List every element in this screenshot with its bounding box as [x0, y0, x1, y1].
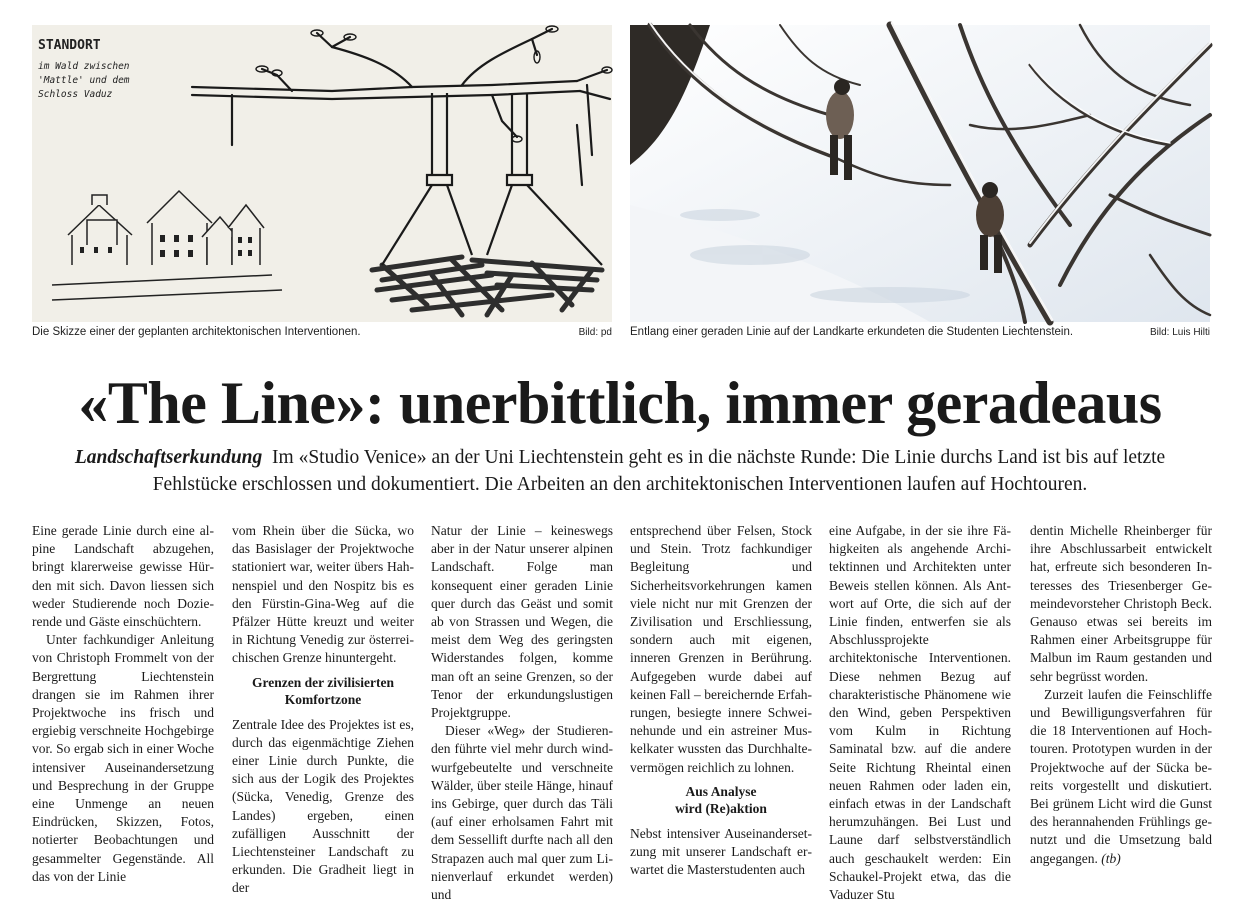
swing-sketch-drawing	[32, 25, 612, 322]
subheading: Grenzen der zivilisierten Komfortzone	[252, 674, 394, 707]
image-caption-right	[630, 326, 1210, 344]
subheading-line: Aus Analyse	[685, 783, 757, 799]
paragraph-text: Zurzeit laufen die Feinschliffe und Bewilligungsverfahren für die 18 Interventionen auf Hochtouren. Prototypen wurden in der Projektwoche auf der Sücka bereits vorgestellt und diskutiert. Bei grünem Licht wird die Gunst des herannahenden Frühlings genutzt und die Umsetzung bald angegangen.	[1030, 686, 1212, 866]
paragraph: Natur der Linie – keineswegs aber in der Natur unserer alpinen Landschaft. Folge man konsequent einer geraden Linie quer durch das Geäst und somit ab von Strassen und Wegen, die meist dem Weg des geringsten Widerstandes folgen, komme man oft an seine Grenzen, so der Tenor der erkundungslustigen Projektgruppe.	[431, 523, 613, 721]
article-column-4	[630, 522, 812, 879]
paragraph: Zentrale Idee des Projektes ist es, durch das eigenmächtige Ziehen einer Linie durch Punkte, die sich aus der Logik des Projektes (Sücka, Venedig, Grenze des Landes) ergeben, einen zufälligen Ausschnitt der Liechtensteiner Landschaft zu erkunden. Die Gradheit liegt in der	[232, 716, 414, 896]
paragraph: entsprechend über Felsen, Stock und Stein. Trotz fachkundiger Begleitung und Sicherheitsvorkehrungen kamen viele nicht nur mit Grenzen der Zivilisation und Erschliessung, sondern auch mit eigenen, inneren Grenzen in Berührung. Aufgegeben wurde dabei auf keinen Fall – bereichernde Erfahrungen, besiegte innere Schweinehunde und ein astreiner Muskelkater wussten das Durchhaltevermögen reichlich zu lohnen.	[630, 523, 812, 775]
article-column-2	[232, 522, 414, 898]
photo-credit: Bild: pd	[578, 327, 612, 338]
photo-credit: Bild: Luis Hilti	[1149, 327, 1210, 338]
caption-text: Entlang einer geraden Linie auf der Landkarte erkundeten die Studenten Liechtenstein.	[630, 326, 1074, 338]
caption-text: Die Skizze einer der geplanten architektonischen Interventionen.	[32, 326, 361, 338]
snow-forest-photo	[630, 25, 1210, 322]
sketch-image	[32, 25, 612, 322]
article-lead	[60, 444, 1180, 498]
article-column-1	[32, 522, 214, 886]
article-headline: «The Line»: unerbittlich, immer geradeaus	[78, 370, 1162, 436]
lead-text: Im «Studio Venice» an der Uni Liechtenstein geht es in die nächste Runde: Die Linie durchs Land ist bis auf letzte Fehlstücke erschlossen und dokumentiert. Die Arbeiten an den architektonischen Interventionen laufen auf Hochtouren.	[152, 447, 1166, 495]
sketch-note-line: Schloss Vaduz	[38, 89, 113, 100]
paragraph	[1030, 686, 1212, 868]
subheading	[630, 783, 812, 817]
paragraph: eine Aufgabe, in der sie ihre Fähigkeiten als angehende Architektinnen und Architekten unter Beweis stellen können. Als Antwort auf Orte, die sich auf der Linie finden, entwerfen sie als Abschlussprojekte architektonische Interventionen. Diese nehmen Bezug auf charakteristische Phänomene wie den Wind, geben Perspektiven vom Kulm in Richtung Saminatal bzw. auf die andere Seite Richtung Rheintal einen neuen Rahmen oder laden ein, einfach etwas in der Landschaft herumzuhängen. Bei Lust und Laune darf selbstverständlich auch geschaukelt werden: Ein Schaukel-Projekt etwa, das die Vaduzer Stu	[829, 523, 1011, 903]
article-column-6	[1030, 522, 1212, 868]
paragraph: dentin Michelle Rheinberger für ihre Abschlussarbeit entwickelt hat, erfreute sich besonderen Interesses des Triesenberger Gemeindevorsteher Christoph Beck. Genauso etwas sei bereits im Rahmen einer Arbeitsgruppe für Malbun im Raum gestanden und sehr begrüsst worden.	[1030, 523, 1212, 684]
paragraph: vom Rhein über die Sücka, wo das Basislager der Projektwoche stationiert war, weiter übers Hahnenspiel und den Nospitz bis es den Fürstin-Gina-Weg auf die Pfälzer Hütte kreuzt und weiter in Richtung Venedig zur österreichischen Grenze hinuntergeht.	[232, 523, 414, 666]
lead-kicker: Landschaftserkundung	[74, 447, 263, 468]
sketch-note-line: 'Mattle' und dem	[38, 75, 130, 86]
paragraph: Dieser «Weg» der Studierenden führte viel mehr durch windwurfgebeutelte und verschneite Wälder, über steile Hänge, hinauf ins Gebirge, quer durch das Täli (auf einer erholsamen Fahrt mit dem Sessellift durfte nach all den Strapazen auch mal quer zum Linienverlauf erkundet werden) und	[431, 723, 613, 903]
paragraph: Unter fachkundiger Anleitung von Christoph Frommelt von der Bergrettung Liechtenstein drangen sie im Rahmen ihrer Projektwoche ins frisch und ergiebig verschneite Hochgebirge vor. So ergab sich in einer Woche intensiver Auseinandersetzung und Besprechung in der Gruppe eine Unmenge an neuen Eindrücken, Skizzen, Fotos, notierter Beobachtungen und gesammelter Gegenstände. All das von der Linie	[32, 632, 214, 884]
author-initials: (tb)	[1101, 850, 1121, 866]
snow-forest-illustration	[630, 25, 1210, 322]
sketch-title: STANDORT	[38, 38, 101, 53]
paragraph: Nebst intensiver Auseinandersetzung mit unserer Landschaft erwartet die Masterstudenten auch	[630, 825, 812, 878]
article-column-5	[829, 522, 1011, 904]
subheading-line: wird (Re)aktion	[675, 800, 767, 816]
article-column-3	[431, 522, 613, 904]
image-caption-left	[32, 326, 612, 344]
paragraph: Eine gerade Linie durch eine alpine Landschaft abzugehen, bringt klarerweise gewisse Hürden mit sich. Davon liessen sich weder Studierende noch Dozierende und Gäste einschüchtern.	[32, 523, 214, 630]
sketch-note-line: im Wald zwischen	[38, 61, 130, 72]
